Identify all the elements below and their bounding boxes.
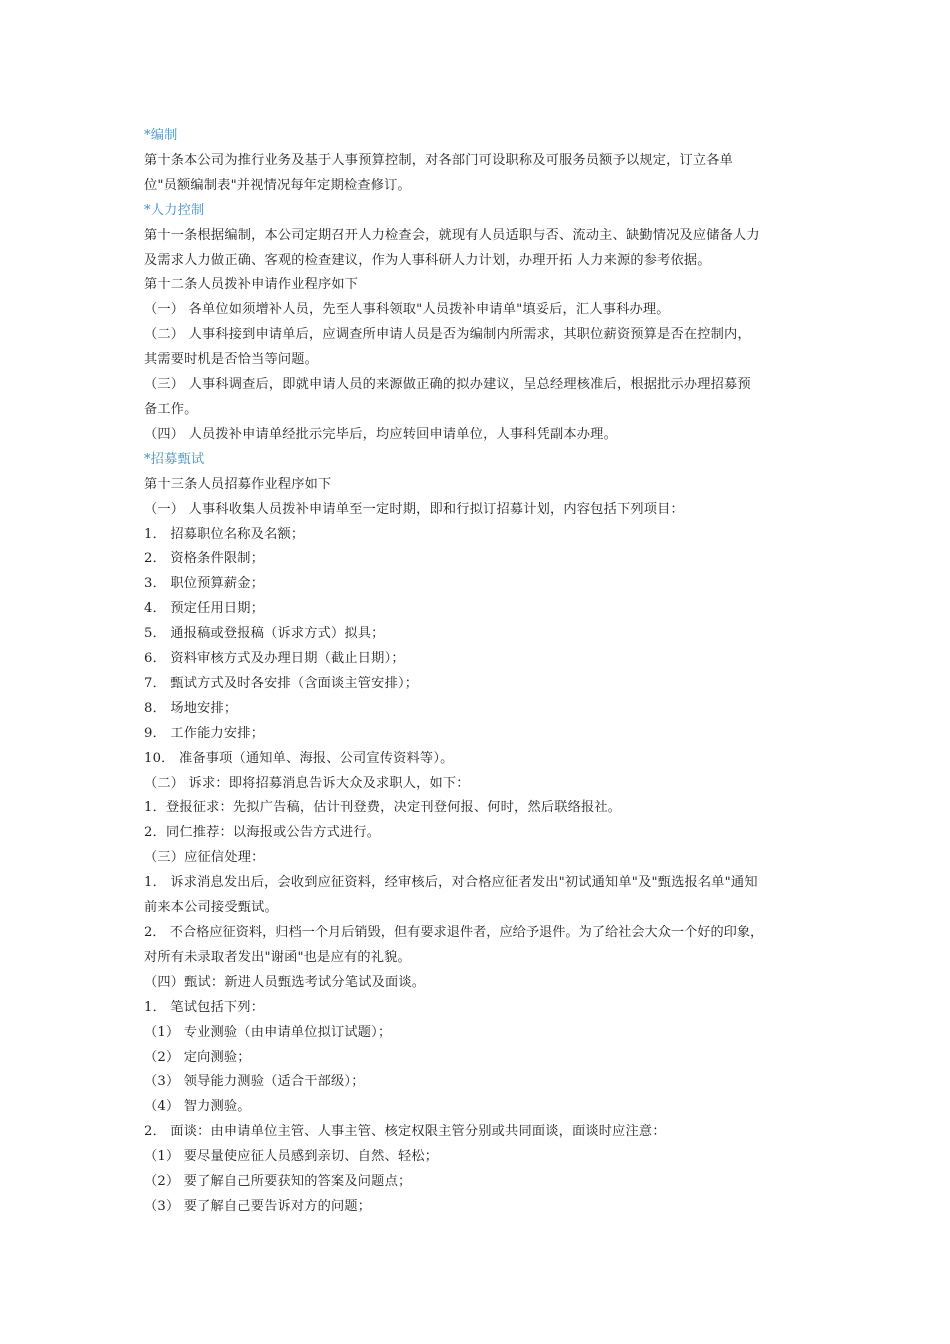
article-13: 第十三条人员招募作业程序如下 (144, 476, 332, 492)
clause-3-item-1-line-2: 前来本公司接受甄试。 (144, 900, 278, 916)
list-item: 3． 职位预算薪金； (144, 576, 265, 592)
list-item: （3） 要了解自己要告诉对方的问题； (144, 1198, 372, 1214)
article-12-clause-4: （四） 人员拨补申请单经批示完毕后，均应转回申请单位，人事科凭副本办理。 (144, 426, 617, 442)
interview-heading: 2． 面谈：由申请单位主管、人事主管、核定权限主管分别或共同面谈，面谈时应注意： (144, 1124, 666, 1140)
list-item: （2） 要了解自己所要获知的答案及问题点； (144, 1174, 412, 1190)
clause-3-item-1-line-1: 1． 诉求消息发出后，会收到应征资料，经审核后，对合格应征者发出"初试通知单"及"甄选报名单"通知 (144, 875, 758, 891)
list-item: 9． 工作能力安排； (144, 725, 265, 741)
section-heading-zhaomu: *招募甄试 (144, 451, 205, 467)
article-12-clause-1: （一） 各单位如须增补人员，先至人事科领取"人员拨补申请单"填妥后，汇人事科办理。 (144, 302, 670, 318)
article-13-clause-2: （二） 诉求：即将招募消息告诉大众及求职人，如下： (144, 775, 470, 791)
list-item: 2． 资格条件限制； (144, 551, 265, 567)
section-heading-bianzhi: *编制 (144, 128, 178, 143)
list-item: （1） 要尽量使应征人员感到亲切、自然、轻松； (144, 1149, 439, 1165)
list-item: 2．同仁推荐：以海报或公告方式进行。 (144, 825, 381, 841)
article-13-clause-4: （四）甄试：新进人员甄选考试分笔试及面谈。 (144, 974, 426, 990)
article-11-line-1: 第十一条根据编制，本公司定期召开人力检查会，就现有人员适职与否、流动主、缺勤情况及应储备人力 (144, 227, 760, 243)
article-13-clause-3: （三）应征信处理： (144, 850, 265, 866)
article-12-clause-2-line-1: （二） 人事科接到申请单后，应调查所申请人员是否为编制内所需求，其职位薪资预算是否在控制内， (144, 327, 751, 343)
list-item: （3） 领导能力测验（适合干部级）； (144, 1074, 365, 1090)
list-item: 6． 资料审核方式及办理日期（截止日期）； (144, 651, 405, 667)
document-page (144, 124, 824, 1220)
clause-3-item-2-line-1: 2． 不合格应征资料，归档一个月后销毁，但有要求退件者，应给予退件。为了给社会大众一个好的印象， (144, 925, 764, 940)
list-item: 10． 准备事项（通知单、海报、公司宣传资料等）。 (144, 750, 454, 766)
article-13-clause-1: （一） 人事科收集人员拨补申请单至一定时期，即和行拟订招募计划，内容包括下列项目： (144, 501, 684, 517)
list-item: 1．登报征求：先拟广告稿，估计刊登费，决定刊登何报、何时，然后联络报社。 (144, 800, 622, 816)
list-item: 8． 场地安排； (144, 700, 238, 716)
list-item: 1． 招募职位名称及名额； (144, 526, 305, 542)
written-test-heading: 1． 笔试包括下列： (144, 999, 265, 1015)
clause-3-item-2-line-2: 对所有未录取者发出"谢函"也是应有的礼貌。 (144, 949, 411, 965)
article-12-clause-2-line-2: 其需要时机是否恰当等问题。 (144, 352, 319, 368)
article-12-clause-3-line-1: （三） 人事科调查后，即就申请人员的来源做正确的拟办建议，呈总经理核准后，根据批示办理招募预 (144, 377, 751, 393)
article-10-line-1: 第十条本公司为推行业务及基于人事预算控制，对各部门可设职称及可服务员额予以规定，订立各单 (144, 152, 734, 168)
article-12-clause-3-line-2: 备工作。 (144, 401, 198, 417)
list-item: 7． 甄试方式及时各安排（含面谈主管安排）； (144, 675, 419, 691)
list-item: （1） 专业测验（由申请单位拟订试题）； (144, 1024, 392, 1040)
article-12: 第十二条人员拨补申请作业程序如下 (144, 277, 359, 293)
list-item: （2） 定向测验； (144, 1049, 251, 1065)
section-heading-renli: *人力控制 (144, 202, 205, 218)
list-item: 5． 通报稿或登报稿（诉求方式）拟具； (144, 626, 385, 642)
article-11-line-2: 及需求人力做正确、客观的检查建议，作为人事科研人力计划，办理开拓 人力来源的参考依据。 (144, 252, 711, 268)
article-10-line-2: 位"员额编制表"并视情况每年定期检查修订。 (144, 177, 411, 193)
list-item: （4） 智力测验。 (144, 1099, 251, 1115)
list-item: 4． 预定任用日期； (144, 601, 265, 617)
